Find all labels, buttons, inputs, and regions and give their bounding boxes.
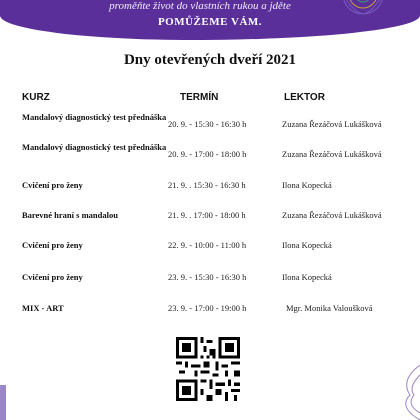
course-lecturer: Zuzana Řezáčová Lukášková <box>282 149 382 159</box>
course-name: Cvičení pro ženy <box>22 240 83 250</box>
course-name: Mandalový diagnostický test přednáška <box>22 142 167 152</box>
schedule-row <box>0 303 420 331</box>
course-name: Cvičení pro ženy <box>22 272 83 282</box>
course-time: 20. 9. - 15:30 - 16:30 h <box>168 119 247 129</box>
course-name: MIX - ART <box>22 303 64 313</box>
header-lektor: LEKTOR <box>284 92 325 103</box>
qr-code-icon[interactable] <box>176 337 240 401</box>
course-lecturer: Ilona Kopecká <box>282 272 332 282</box>
schedule-row <box>0 272 420 300</box>
course-time: 20. 9. - 17:00 - 18:00 h <box>168 149 247 159</box>
course-time: 23. 9. - 15:30 - 16:30 h <box>168 272 247 282</box>
course-lecturer: Ilona Kopecká <box>282 240 332 250</box>
course-name: Cvičení pro ženy <box>22 180 83 190</box>
course-lecturer: Zuzana Řezáčová Lukášková <box>282 210 382 220</box>
mandala-icon <box>328 0 398 18</box>
schedule-row <box>0 210 420 238</box>
course-time: 21. 9. . 17:00 - 18:00 h <box>168 210 246 220</box>
course-time: 21. 9. . 15:30 - 16:30 h <box>168 180 246 190</box>
course-lecturer: Mgr. Monika Valoušková <box>286 303 373 313</box>
schedule-row <box>0 180 420 208</box>
course-time: 22. 9. - 10:00 - 11:00 h <box>168 240 247 250</box>
banner-tagline: proměňte život do vlastních rukou a jděte <box>109 0 291 12</box>
header-kurz: KURZ <box>22 92 50 103</box>
schedule-row <box>0 240 420 268</box>
banner-slogan: POMŮŽEME VÁM. <box>157 16 263 28</box>
course-name: Mandalový diagnostický test přednáška <box>22 112 167 122</box>
course-lecturer: Ilona Kopecká <box>282 180 332 190</box>
course-time: 23. 9. - 17:00 - 19:00 h <box>168 303 247 313</box>
schedule-row <box>0 142 420 170</box>
header-termin: TERMÍN <box>180 92 219 103</box>
page-title: Dny otevřených dveří 2021 <box>123 52 297 68</box>
schedule-row <box>0 112 420 140</box>
mandala-fragment-icon <box>392 365 420 420</box>
course-lecturer: Zuzana Řezáčová Lukášková <box>282 119 382 129</box>
decorative-stripe <box>0 385 6 420</box>
course-name: Barevné hraní s mandalou <box>22 210 118 220</box>
